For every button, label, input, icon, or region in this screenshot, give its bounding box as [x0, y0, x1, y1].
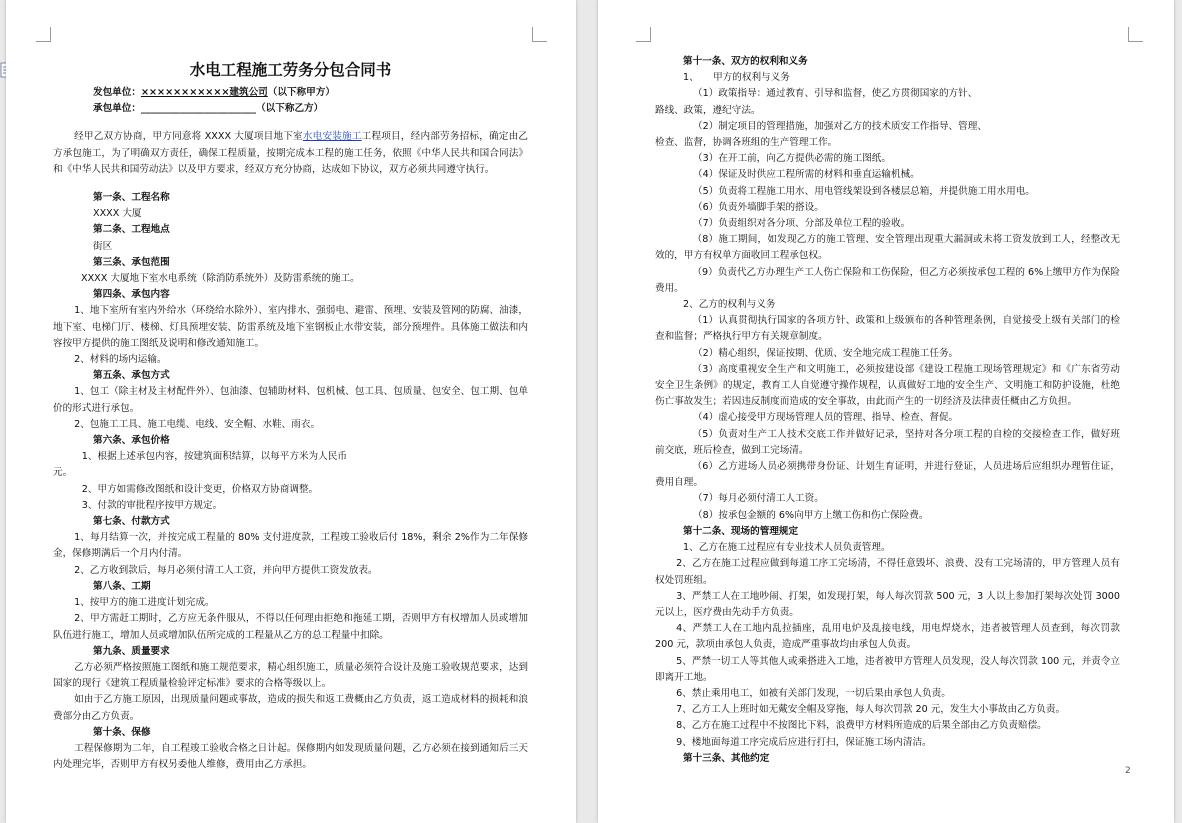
- paragraph: （6）乙方进场人员必须携带身份证、计划生育证明，并进行登证，人员进场后应组织办理暂住证，费用自理。: [655, 461, 1120, 489]
- article-heading: 第十三条、其他约定: [683, 752, 770, 764]
- paragraph: （5）负责将工程施工用水、用电管线架设到各楼层总箱，并提供施工用水用电。: [693, 185, 1035, 197]
- article-heading: 第五条、承包方式: [93, 370, 170, 382]
- paragraph: 3、付款的审批程序按甲方规定。: [81, 499, 223, 511]
- paragraph: （1）认真贯彻执行国家的各项方针、政策和上级颁布的各种管理条例，自觉接受上级有关部门的检查和监督；严格执行甲方有关规章制度。: [655, 315, 1120, 343]
- paragraph: 9、楼地面每道工序完成后应进行打扫，保证施工场内清洁。: [676, 736, 932, 748]
- article-heading: 第二条、工程地点: [93, 224, 170, 236]
- article-heading: 第七条、付款方式: [93, 516, 170, 528]
- subcontractor-line: 承包单位：________________________（以下称乙方）: [93, 103, 324, 115]
- paragraph: XXXX 大厦地下室水电系统（除消防系统外）及防雷系统的施工。: [81, 273, 360, 285]
- paragraph: （8）施工期间，如发现乙方的施工管理、安全管理出现重大漏洞或未将工资发放到工人，经整改无效的，甲方有权单方面收回工程承包权。: [655, 234, 1120, 262]
- paragraph: 路线、政策，遵纪守法。: [655, 104, 761, 116]
- paragraph: 2、乙方在施工过程应做到每道工序工完场清，不得任意毁坏、浪费、没有工完场清的，甲方管理人员有权处罚班组。: [655, 558, 1120, 586]
- paragraph: 2、乙方的权利与义务: [683, 299, 776, 311]
- article-heading: 第一条、工程名称: [93, 192, 170, 204]
- article-heading: 第十一条、双方的权利和义务: [683, 56, 808, 67]
- article-heading: 第十二条、现场的管理规定: [683, 525, 799, 537]
- document-page-left: [6, 0, 576, 823]
- paragraph: （4）保证及时供应工程所需的材料和垂直运输机械。: [693, 169, 920, 181]
- intro-link[interactable]: 水电安装施工: [302, 131, 362, 143]
- paragraph: 2、甲方如需修改图纸和设计变更，价格双方协商调整。: [81, 483, 319, 495]
- paragraph: 元。: [53, 467, 73, 479]
- article-heading: 第六条、承包价格: [93, 435, 170, 447]
- paragraph: 3、严禁工人在工地吵闹、打架，如发现打架，每人每次罚款 500 元，3 人以上参加打架每次处罚 3000 元以上，医疗费由先动手方负责。: [655, 590, 1120, 618]
- paragraph: 工程保修期为二年，自工程竣工验收合格之日计起。保修期内如发现质量问题，乙方必须在接到通知后三天内处理完毕，否则甲方有权另委他人维修，费用由乙方承担。: [53, 742, 528, 771]
- paragraph: 7、乙方工人上班时如无戴安全帽及穿拖，每人每次罚款 20 元，发生大小事故由乙方负责。: [676, 704, 1066, 716]
- paragraph: 2、甲方需赶工期时，乙方应无条件服从，不得以任何理由拒绝和拖延工期，否则甲方有权增加人员或增加队伍进行施工，增加人员或增加队伍所完成的工程量从乙方的总工程量中扣除。: [53, 613, 528, 641]
- crop-mark: [532, 27, 547, 42]
- paragraph: 1、乙方在施工过程应有专业技术人员负责管理。: [683, 542, 891, 554]
- paragraph: 乙方必须严格按照施工图纸和施工规范要求，精心组织施工，质量必须符合设计及施工验收规范要求，达到国家的现行《建筑工程质量检验评定标准》要求的合格等级以上。: [53, 661, 528, 690]
- paragraph: （6）负责外墙脚手架的搭设。: [693, 201, 824, 213]
- paragraph: 1、地下室所有室内外给水（环绕给水除外）、室内排水、强弱电、避雷、预埋、安装及管网的防腐、油漆，地下室、电梯门厅、楼梯、灯具预埋安装、防雷系统及地下室钢板止水带安装，部分预埋件。具体施工做法和内容按甲方提供的施工图纸及说明和修改通知施工。: [53, 305, 528, 349]
- crop-mark: [636, 27, 651, 42]
- paragraph: （3）高度重视安全生产和文明施工，必须按建设部《建设工程施工现场管理规定》和《广东省劳动安全卫生条例》的规定，教育工人自觉遵守操作规程，认真做好工地的安全生产、文明施工和防护设施，杜绝伤亡事故发生；若因违反制度而造成的安全事故，由此而产生的一切经济及法律责任概由乙方负担。: [655, 363, 1120, 408]
- article-heading: 第八条、工期: [93, 580, 151, 592]
- paragraph: 2、材料的场内运输。: [74, 354, 167, 366]
- paragraph: 5、严禁一切工人等其他人或乘搭进入工地，违者被甲方管理人员发现，没人每次罚款 100 元，并责令立即离开工地。: [655, 655, 1120, 683]
- subcontractor-blank: ________________________: [140, 103, 257, 115]
- article-heading: 第四条、承包内容: [93, 289, 170, 301]
- paragraph: 6、禁止乘用电工，如被有关部门发现，一切后果由承包人负责。: [676, 687, 951, 699]
- document-page-right: [598, 0, 1174, 823]
- paragraph: （2）精心组织，保证按期、优质、安全地完成工程施工任务。: [693, 347, 959, 359]
- crop-mark: [1128, 27, 1143, 42]
- page-content: [655, 54, 1120, 767]
- paragraph: （8）按承包金额的 6%向甲方上缴工伤和伤亡保险费。: [693, 509, 929, 521]
- intro-paragraph: 经甲乙双方协商，甲方同意将 XXXX 大厦项目地下室水电安装施工工程项目，经内部劳务招标，确定由乙方承包施工，为了明确双方责任，确保工程质量，按期完成本工程的施工任务，依照《中华人民共和国合同法》和《中华人民共和国劳动法》以及甲方要求，经双方充分协商，达成如下协议，双方必须共同遵守执行。: [53, 131, 529, 175]
- paragraph: XXXX 大厦: [93, 208, 142, 220]
- paragraph: （4）虚心接受甲方现场管理人员的管理、指导、检查、督促。: [693, 412, 959, 424]
- paragraph: 检查、监督，协调各班组的生产管理工作。: [655, 137, 838, 149]
- article-heading: 第十条、保修: [93, 726, 151, 738]
- paragraph: 街区: [93, 240, 113, 252]
- paragraph: 1、按甲方的施工进度计划完成。: [74, 597, 215, 609]
- paragraph: 1、根据上述承包内容，按建筑面积结算，以每平方米为人民币: [81, 451, 347, 463]
- contractor-line: 发包单位：×××××××××××建筑公司（以下称甲方）: [93, 87, 335, 98]
- paragraph: 1、每月结算一次，并按完成工程量的 80% 支付进度款，工程竣工验收后付 18%，剩余 2%作为二年保修金，保修期满后一个月内付清。: [53, 532, 528, 560]
- paragraph: （7）负责组织对各分项、分部及单位工程的验收。: [693, 218, 911, 230]
- paragraph: 1、包工（除主材及主材配件外）、包油漆、包辅助材料、包机械、包工具、包质量、包安全、包工期、包单价的形式进行承包。: [53, 386, 528, 414]
- paragraph: 如由于乙方施工原因，出现质量问题或事故，造成的损失和返工费概由乙方负责，返工造成材料的损耗和浪费部分由乙方负责。: [53, 694, 528, 722]
- paragraph: （9）负责代乙方办理生产工人伤亡保险和工伤保险，但乙方必须按承包工程的 6%上缴甲方作为保险费用。: [655, 266, 1120, 294]
- crop-mark: [36, 27, 51, 42]
- page-number: 2: [1125, 766, 1131, 776]
- page-content: [53, 58, 528, 773]
- paragraph: （1）政策指导：通过教育、引导和监督，使乙方贯彻国家的方针、: [693, 88, 978, 100]
- contractor-name: ×××××××××××建筑公司: [140, 87, 268, 98]
- paragraph: （3）在开工前，向乙方提供必需的施工图纸。: [693, 153, 891, 165]
- paragraph: （5）负责对生产工人技术交底工作并做好记录，坚持对各分项工程的自检的交接检查工作，做好班前交底，班后检查，做到工完场清。: [655, 428, 1120, 456]
- paragraph: 8、乙方在施工过程中不按图比下料，浪费甲方材料所造成的后果全部由乙方负责赔偿。: [676, 720, 1047, 732]
- paragraph: 1、 甲方的权利与义务: [683, 72, 790, 84]
- paragraph: （7）每月必须付清工人工资。: [693, 493, 824, 505]
- paragraph: 2、乙方收到款后，每月必须付清工人工资，并向甲方提供工资发放表。: [74, 564, 378, 576]
- document-title: 水电工程施工劳务分包合同书: [189, 60, 392, 79]
- paragraph: 2、包施工工具、施工电缆、电线、安全帽、水鞋、雨衣。: [74, 418, 321, 430]
- paragraph: 4、严禁工人在工地内乱拉插座，乱用电炉及乱接电线，用电焊烧水，违者被管理人员查到，每次罚款 200 元，款项由承包人负责，造成严重事故均由承包人负责。: [655, 623, 1120, 651]
- article-heading: 第九条、质量要求: [93, 645, 170, 657]
- paragraph: （2）制定项目的管理措施，加强对乙方的技术质安工作指导、管理、: [693, 120, 987, 132]
- article-heading: 第三条、承包范围: [93, 256, 170, 268]
